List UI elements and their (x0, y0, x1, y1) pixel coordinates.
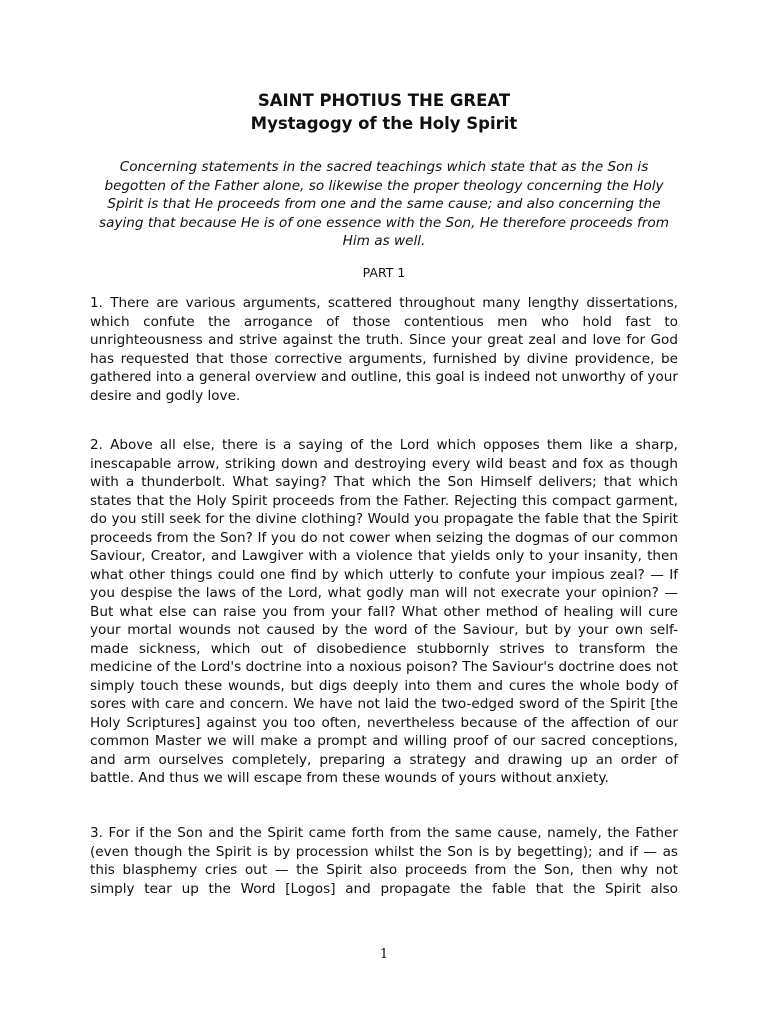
page-number: 1 (379, 947, 389, 962)
paragraph-1: 1. There are various arguments, scattered throughout many lengthy dissertations, which confute the arrogance of those contentious men who hold fast to unrighteousness and strive against the truth. Since your great zeal and love for God has requested that those corrective arguments, furnished by divine providence, be gathered into a general overview and outline, this goal is indeed not unworthy of your desire and godly love. (90, 295, 678, 404)
paragraph-3-container (90, 824, 678, 898)
paragraph-2: 2. Above all else, there is a saying of the Lord which opposes them like a sharp, inescapable arrow, striking down and destroying every wild beast and fox as though with a thunderbolt. What saying? That which the Son Himself delivers; that which states that the Holy Spirit proceeds from the Father. Rejecting this compact garment, do you still seek for the divine clothing? Would you propagate the fable that the Spirit proceeds from the Son? If you do not cower when seizing the dogmas of our common Saviour, Creator, and Lawgiver with a violence that yields only to your insanity, then what other things could one find by which utterly to confute your impious zeal? — If you despise the laws of the Lord, what godly man will not execrate your opinion? — But what else can raise you from your fall? What other method of healing will cure your mortal wounds not caused by the word of the Saviour, but by your own self-made sickness, which out of disobedience stubbornly strives to transform the medicine of the Lord's doctrine into a noxious poison? The Saviour's doctrine does not simply touch these wounds, but digs deeply into them and cures the whole body of sores with care and concern. We have not laid the two-edged sword of the Spirit [the Holy Scriptures] against you too often, nevertheless because of the affection of our common Master we will make a prompt and willing proof of our sacred conceptions, and arm ourselves completely, preparing a strategy and drawing up an order of battle. And thus we will escape from these wounds of yours without anxiety. (90, 437, 678, 786)
paragraph-3: 3. For if the Son and the Spirit came forth from the same cause, namely, the Father (even though the Spirit is by procession whilst the Son is by begetting); and if — as this blasphemy cries out — the Spirit also proceeds from the Son, then why not simply tear up the Word [Logos] and propagate the fable that the Spirit also (90, 825, 678, 897)
document-subtitle: Mystagogy of the Holy Spirit (250, 114, 518, 133)
abstract-text: Concerning statements in the sacred teachings which state that as the Son is begotten of the Father alone, so likewise the proper theology concerning the Holy Spirit is that He proceeds from one and the same cause; and also concerning the saying that because He is of one essence with the Son, He therefore proceeds from Him as well. (99, 159, 669, 249)
document-title: SAINT PHOTIUS THE GREAT (257, 91, 511, 110)
part-heading: PART 1 (362, 265, 406, 280)
